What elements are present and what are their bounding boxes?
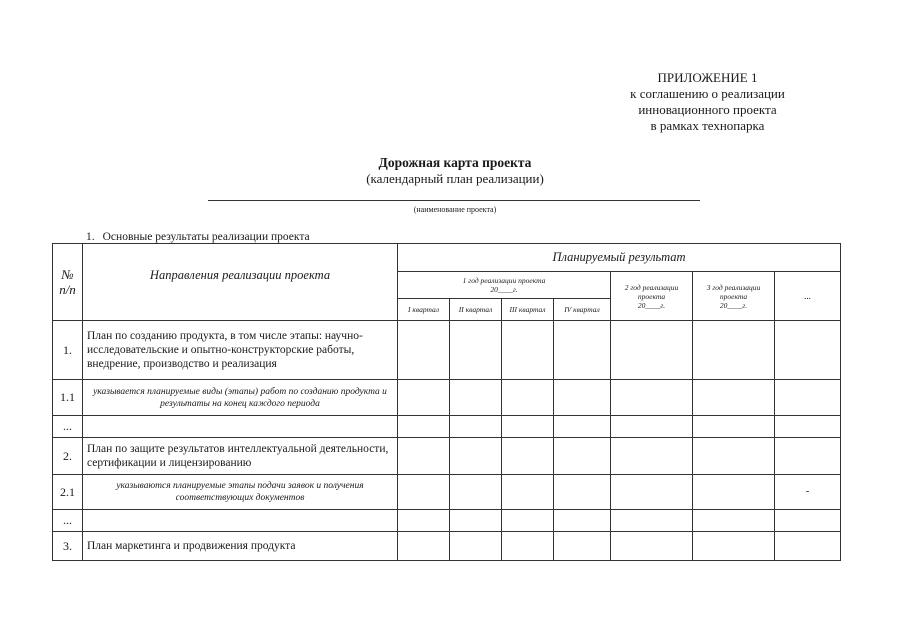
appendix-block xyxy=(580,70,835,134)
cell xyxy=(450,416,502,438)
row-direction: План маркетинга и продвижения продукта xyxy=(83,532,398,561)
cell xyxy=(398,321,450,380)
dash-mark: - xyxy=(805,486,810,497)
row-direction: указывается планируемые виды (этапы) работ по созданию продукта и результаты на конец каждого периода xyxy=(83,380,398,416)
header-number xyxy=(53,244,83,321)
row-number: 2. xyxy=(53,438,83,475)
header-number-pp: п/п xyxy=(59,282,76,297)
roadmap-table xyxy=(52,243,841,561)
cell xyxy=(554,321,611,380)
header-number-sign: № xyxy=(61,267,74,282)
cell xyxy=(450,510,502,532)
cell xyxy=(611,532,693,561)
cell xyxy=(611,475,693,510)
row-number: 1.1 xyxy=(53,380,83,416)
section-title: Основные результаты реализации проекта xyxy=(102,231,310,243)
title-block xyxy=(255,154,655,187)
cell xyxy=(554,380,611,416)
cell xyxy=(502,321,554,380)
appendix-line: инновационного проекта xyxy=(638,102,777,117)
cell xyxy=(693,380,775,416)
cell xyxy=(693,532,775,561)
section-number: 1. xyxy=(86,231,95,243)
cell xyxy=(611,438,693,475)
header-year1 xyxy=(398,272,611,299)
cell xyxy=(398,380,450,416)
section-heading xyxy=(86,231,310,243)
row-number: ... xyxy=(53,416,83,438)
header-year3-label: 3 год реализации xyxy=(706,282,761,292)
header-year2-label: 2 год реализации xyxy=(624,282,679,292)
cell xyxy=(693,321,775,380)
project-name-caption: (наименование проекта) xyxy=(413,205,497,214)
row-direction: указываются планируемые этапы подачи заявок и получения соответствующих документов xyxy=(83,475,398,510)
header-quarter-3: III квартал xyxy=(502,299,554,321)
cell xyxy=(398,416,450,438)
header-year1-date: 20____г. xyxy=(490,285,518,294)
cell xyxy=(502,380,554,416)
header-direction: Направления реализации проекта xyxy=(83,244,398,321)
cell xyxy=(554,416,611,438)
cell xyxy=(775,380,841,416)
header-year2-date: 20____г. xyxy=(637,300,666,310)
cell xyxy=(502,438,554,475)
header-quarter-4: IV квартал xyxy=(554,299,611,321)
table-row xyxy=(53,438,841,475)
cell xyxy=(450,321,502,380)
cell xyxy=(398,510,450,532)
cell xyxy=(775,475,841,510)
header-year3-date: 20____г. xyxy=(719,300,748,310)
row-number: 2.1 xyxy=(53,475,83,510)
cell xyxy=(693,475,775,510)
header-planned-result: Планируемый результат xyxy=(398,244,841,272)
document-subtitle: (календарный план реализации) xyxy=(366,171,544,186)
cell xyxy=(693,438,775,475)
cell xyxy=(693,510,775,532)
table-row xyxy=(53,475,841,510)
cell xyxy=(611,321,693,380)
cell xyxy=(611,510,693,532)
table-row xyxy=(53,380,841,416)
cell xyxy=(775,510,841,532)
table-row xyxy=(53,321,841,380)
table-row xyxy=(53,416,841,438)
cell xyxy=(554,438,611,475)
row-direction xyxy=(83,510,398,532)
cell xyxy=(775,438,841,475)
appendix-line: в рамках технопарка xyxy=(650,118,765,133)
row-number: ... xyxy=(53,510,83,532)
cell xyxy=(398,475,450,510)
cell xyxy=(450,438,502,475)
cell xyxy=(611,416,693,438)
header-year1-label: 1 год реализации проекта xyxy=(462,276,546,285)
header-year3-label: проекта xyxy=(719,291,748,301)
cell xyxy=(775,532,841,561)
header-quarter-2: II квартал xyxy=(450,299,502,321)
cell xyxy=(775,416,841,438)
cell xyxy=(554,510,611,532)
project-name-line xyxy=(208,200,700,201)
row-direction: План по созданию продукта, в том числе этапы: научно-исследовательские и опытно-конструкторские работы, внедрение, производство и реализация xyxy=(83,321,398,380)
cell xyxy=(502,532,554,561)
document-title: Дорожная карта проекта xyxy=(378,155,532,170)
row-direction: План по защите результатов интеллектуальной деятельности, сертификации и лицензированию xyxy=(83,438,398,475)
header-more: ... xyxy=(775,272,841,321)
cell xyxy=(450,475,502,510)
cell xyxy=(502,475,554,510)
header-row xyxy=(53,244,841,272)
cell xyxy=(775,321,841,380)
header-quarter-1: I квартал xyxy=(398,299,450,321)
cell xyxy=(693,416,775,438)
cell xyxy=(502,510,554,532)
cell xyxy=(398,532,450,561)
cell xyxy=(502,416,554,438)
cell xyxy=(554,532,611,561)
appendix-line: ПРИЛОЖЕНИЕ 1 xyxy=(657,70,758,85)
cell xyxy=(611,380,693,416)
row-direction xyxy=(83,416,398,438)
table-row xyxy=(53,532,841,561)
cell xyxy=(450,380,502,416)
cell xyxy=(398,438,450,475)
appendix-line: к соглашению о реализации xyxy=(630,86,785,101)
header-year3 xyxy=(693,272,775,321)
table-row xyxy=(53,510,841,532)
row-number: 1. xyxy=(53,321,83,380)
header-year2-label: проекта xyxy=(637,291,666,301)
cell xyxy=(450,532,502,561)
header-year2 xyxy=(611,272,693,321)
cell xyxy=(554,475,611,510)
row-number: 3. xyxy=(53,532,83,561)
